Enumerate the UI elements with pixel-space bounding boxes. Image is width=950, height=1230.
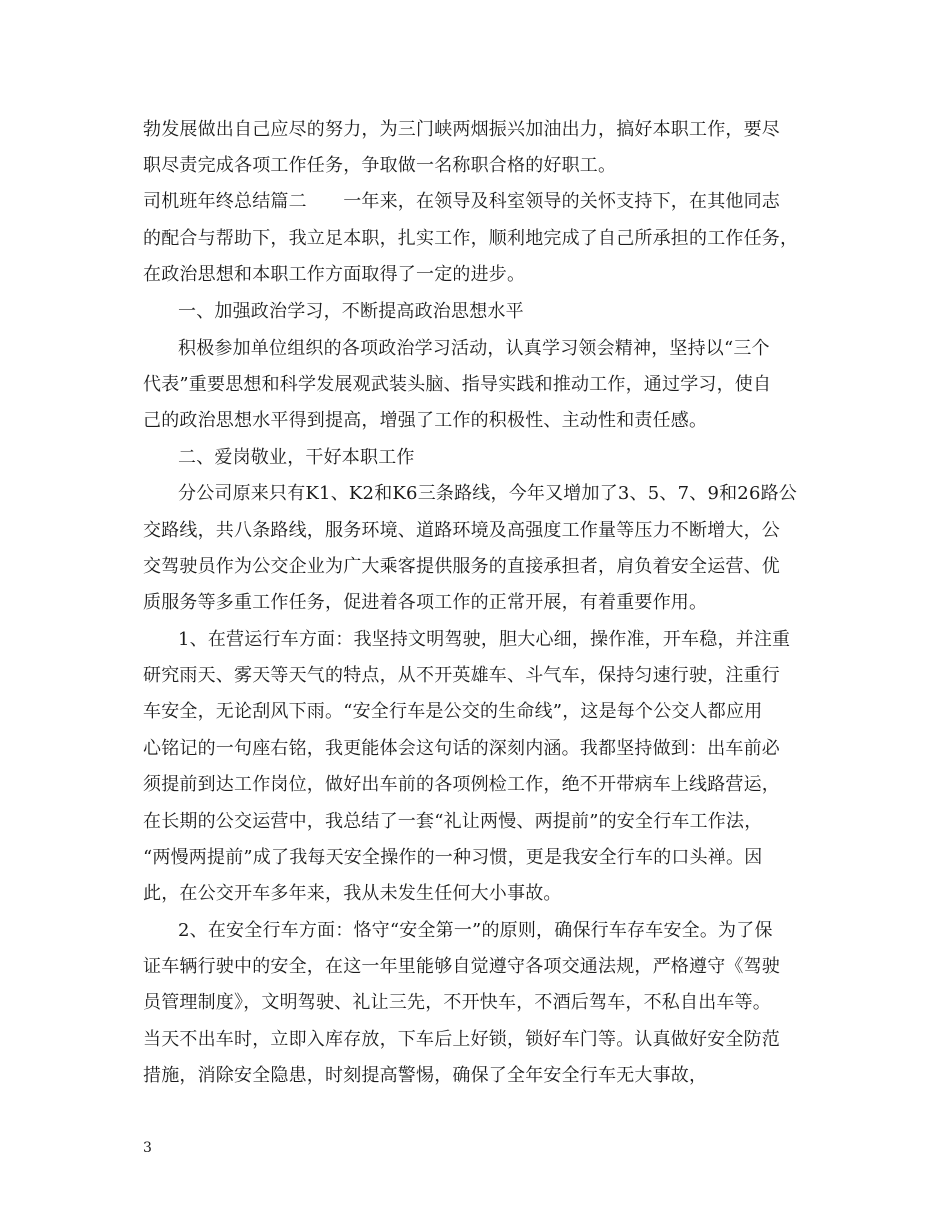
text-line: 职尽责完成各项工作任务，争取做一名称职合格的好职工。 — [143, 155, 617, 176]
text-line: 交路线，共八条路线，服务环境、道路环境及高强度工作量等压力不断增大，公 — [143, 520, 780, 541]
text-line: 在政治思想和本职工作方面取得了一定的进步。 — [143, 264, 526, 285]
page-number: 3 — [143, 1140, 152, 1156]
text-line: 己的政治思想水平得到提高，增强了工作的积极性、主动性和责任感。 — [143, 410, 708, 431]
text-line: 员管理制度》，文明驾驶、礼让三先，不开快车，不酒后驾车，不私自出车等。 — [143, 992, 771, 1013]
text-line: 勃发展做出自己应尽的努力，为三门峡两烟振兴加油出力，搞好本职工作，要尽 — [143, 119, 780, 140]
text-line: 须提前到达工作岗位，做好出车前的各项例检工作，绝不开带病车上线路营运， — [143, 774, 780, 795]
text-line: 质服务等多重工作任务，促进着各项工作的正常开展，有着重要作用。 — [143, 592, 708, 613]
paragraph-start-line: 分公司原来只有K1、K2和K6三条路线，今年又增加了3、5、7、9和26路公 — [178, 483, 798, 504]
text-line: 研究雨天、雾天等天气的特点，从不开英雄车、斗气车，保持匀速行驶，注重行 — [143, 665, 780, 686]
section-title-line: 司机班年终总结篇二 一年来，在领导及科室领导的关怀支持下，在其他同志 — [143, 191, 780, 212]
paragraph-start-line: 积极参加单位组织的各项政治学习活动，认真学习领会精神，坚持以“三个 — [178, 338, 770, 359]
section-heading: 二、爱岗敬业，干好本职工作 — [178, 447, 415, 468]
text-line: 此，在公交开车多年来，我从未发生任何大小事故。 — [143, 883, 562, 904]
paragraph-start-line: 1、在营运行车方面：我坚持文明驾驶，胆大心细，操作准，开车稳，并注重 — [178, 629, 791, 650]
section-heading: 一、加强政治学习，不断提高政治思想水平 — [178, 301, 524, 322]
text-line: 交驾驶员作为公交企业为广大乘客提供服务的直接承担者，肩负着安全运营、优 — [143, 556, 780, 577]
text-line: 的配合与帮助下，我立足本职，扎实工作，顺利地完成了自己所承担的工作任务， — [143, 228, 799, 249]
text-line: “两慢两提前”成了我每天安全操作的一种习惯，更是我安全行车的口头禅。因 — [143, 847, 763, 868]
text-line: 心铭记的一句座右铭，我更能体会这句话的深刻内涵。我都坚持做到：出车前必 — [143, 738, 780, 759]
text-line: 车安全，无论刮风下雨。“安全行车是公交的生命线”，这是每个公交人都应用 — [143, 701, 763, 722]
text-line: 当天不出车时，立即入库存放，下车后上好锁，锁好车门等。认真做好安全防范 — [143, 1029, 780, 1050]
text-line: 在长期的公交运营中，我总结了一套“礼让两慢、两提前”的安全行车工作法， — [143, 811, 763, 832]
paragraph-start-line: 2、在安全行车方面：恪守“安全第一”的原则，确保行车存车安全。为了保 — [178, 920, 773, 941]
text-line: 代表”重要思想和科学发展观武装头脑、指导实践和推动工作，通过学习，使自 — [143, 374, 772, 395]
text-line: 证车辆行驶中的安全，在这一年里能够自觉遵守各项交通法规，严格遵守《驾驶 — [143, 956, 780, 977]
text-line: 措施，消除安全隐患，时刻提高警惕，确保了全年安全行车无大事故， — [143, 1065, 708, 1086]
